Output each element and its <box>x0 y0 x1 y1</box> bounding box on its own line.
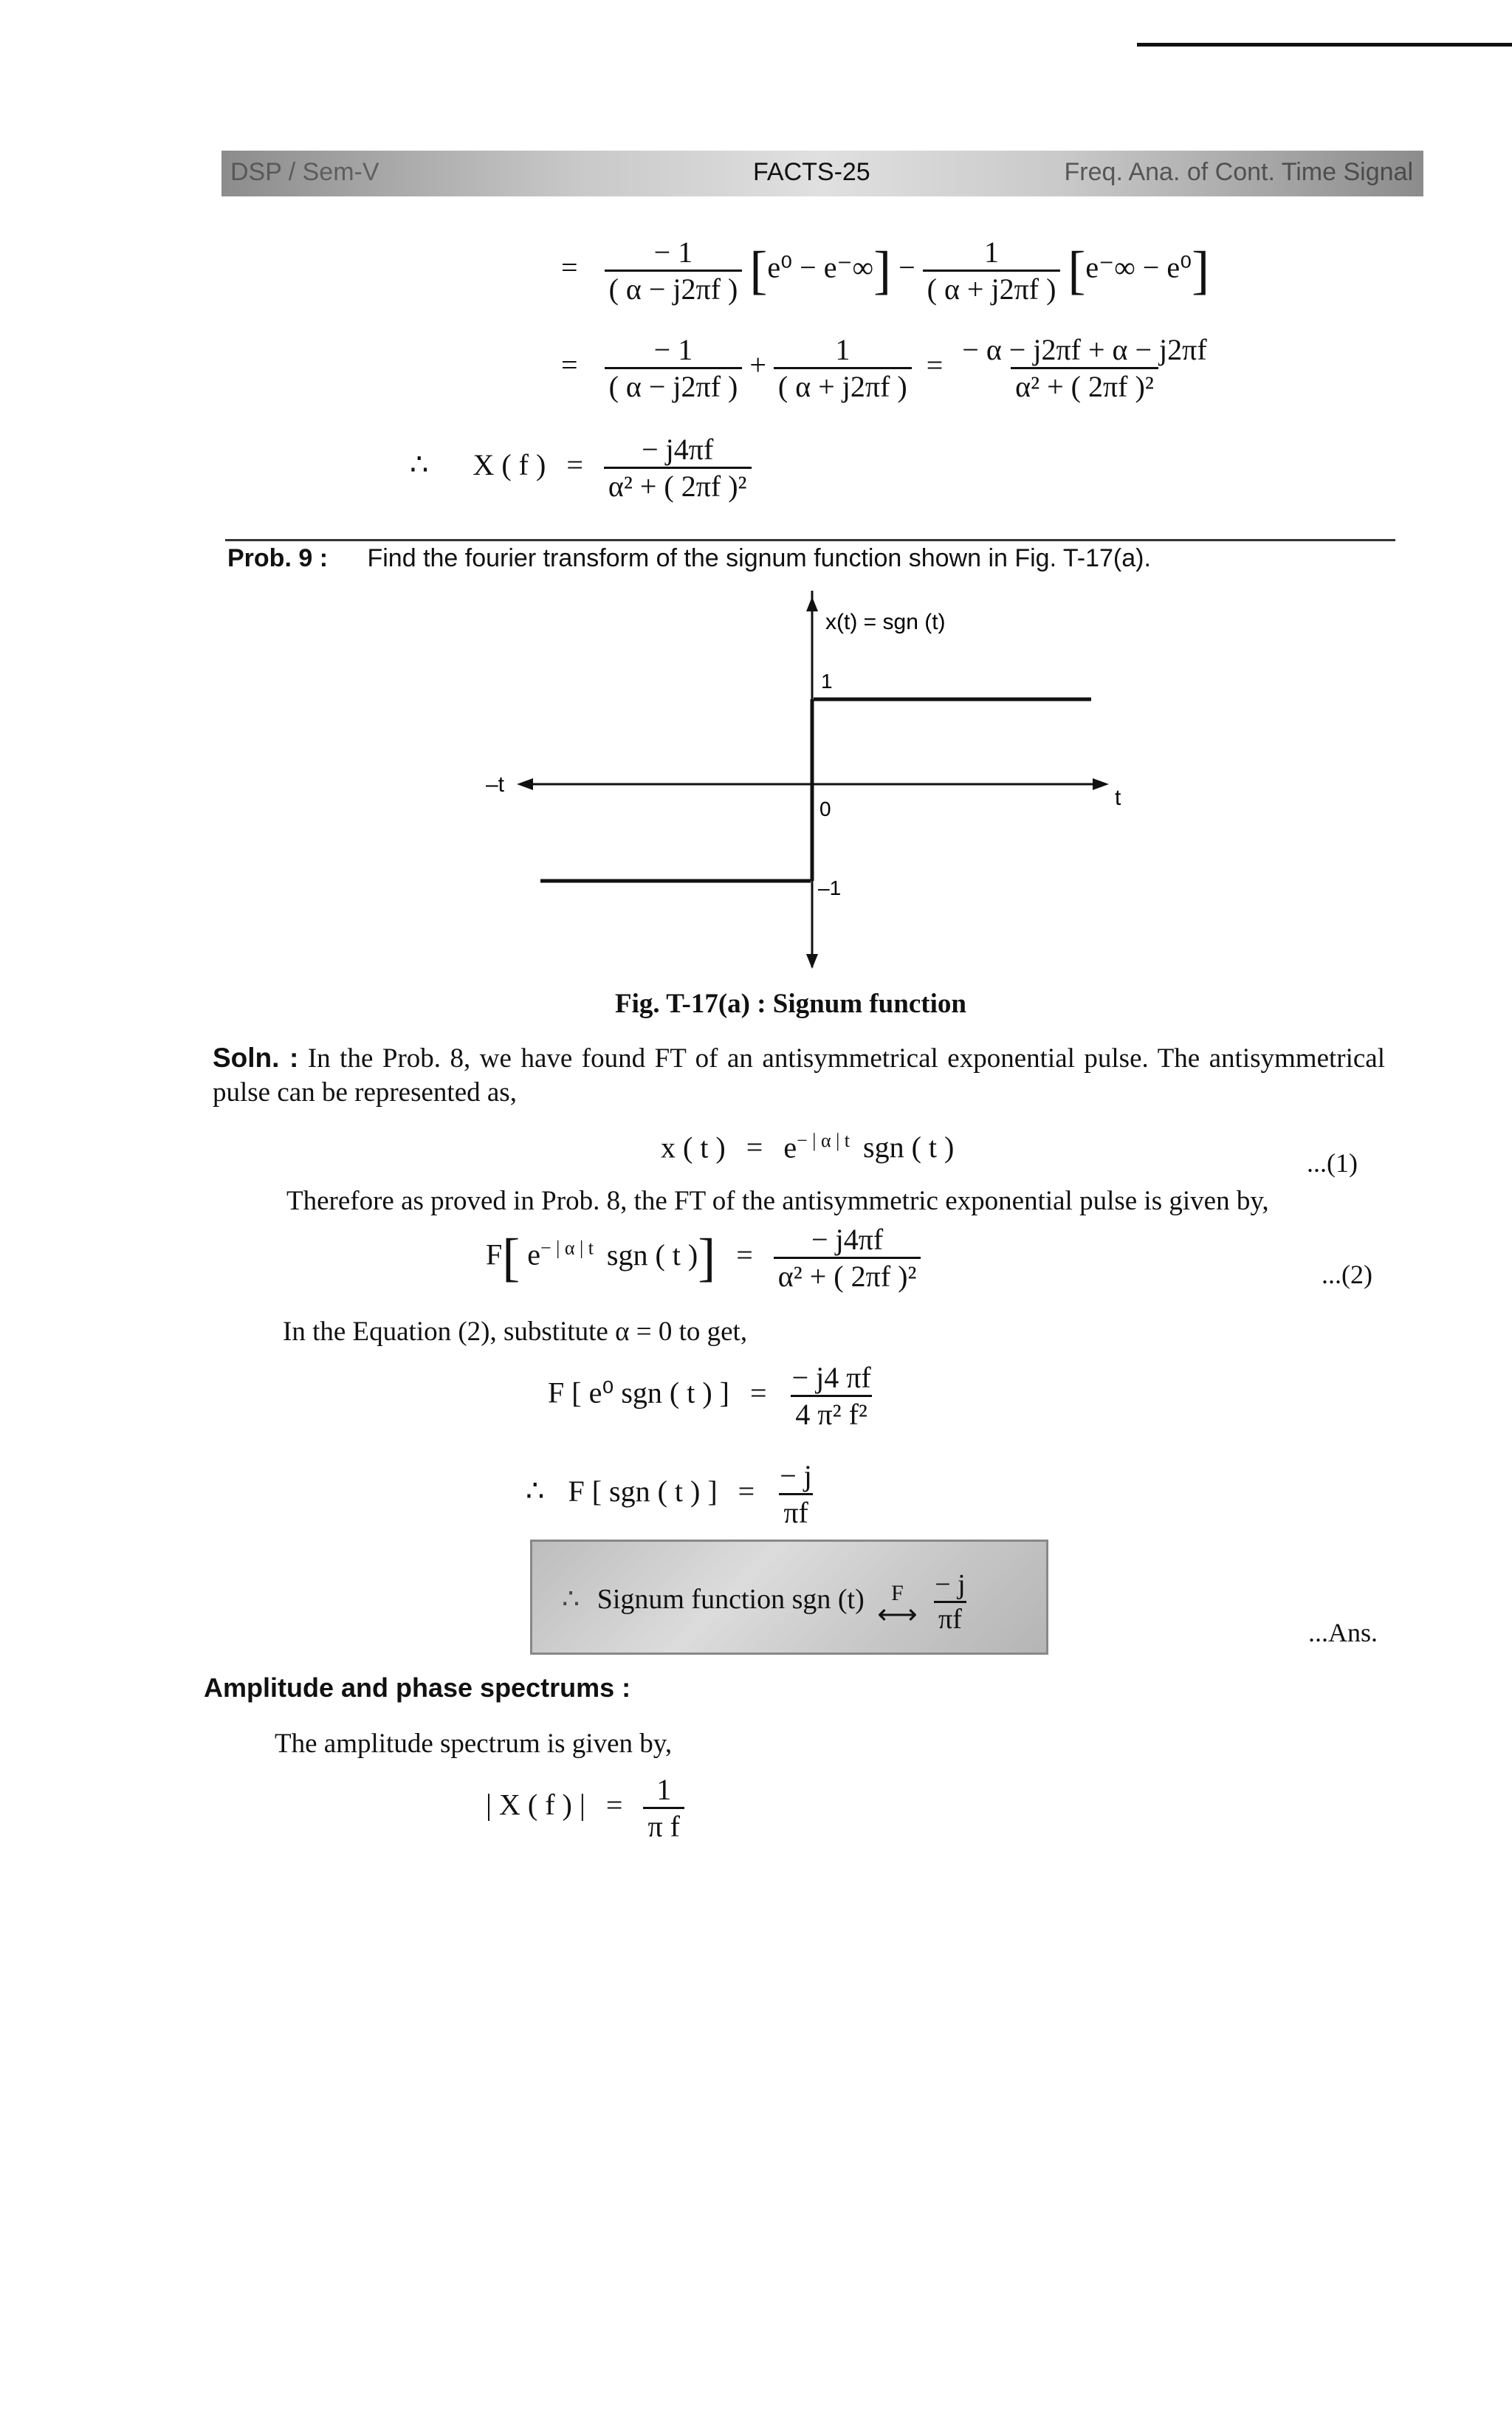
section-heading: Amplitude and phase spectrums : <box>204 1672 631 1703</box>
fraction: $\frac{1}{( \alpha + j2\pi f )}$ <box>923 235 1061 306</box>
equation-2: F[ $e^{- | \alpha | t}$ sgn ( t )] = $\frac{- j4\pi f}{\text{α² + ( 2πf )²}}$ <box>486 1222 921 1294</box>
derivation-line-2: = $\frac{- 1}{( \alpha - j2\pi f )}$ + $\frac{1}{( \alpha + j2\pi f )}$ = $\frac{- \alpha - j2\pi f + \alpha - j2\pi f}{\text{α² + ( 2πf )²}}$ <box>561 332 1212 404</box>
x-axis-arrow-right <box>1093 778 1109 790</box>
y-axis-label: x(t) = sgn (t) <box>825 610 946 634</box>
solution-paragraph-2: Therefore as proved in Prob. 8, the FT of the antisymmetric exponential pulse is given by, <box>286 1186 1269 1216</box>
equation-1-number: ...(1) <box>1307 1148 1358 1178</box>
fraction: $\frac{1}{\text{π f}}$ <box>643 1772 684 1844</box>
top-edge-line <box>1137 43 1512 47</box>
fraction: $\frac{- \alpha - j2\pi f + \alpha - j2\pi f}{\text{α² + ( 2πf )²}}$ <box>962 333 1207 403</box>
solution-paragraph-1: Soln. : In the Prob. 8, we have found FT of an antisymmetrical exponential pulse. The antisymmetrical pulse can be represented as, <box>213 1043 1385 1108</box>
fraction: $\frac{- j4\pi f}{\text{α² + ( 2πf )²}}$ <box>774 1222 921 1294</box>
label-neg-t: –t <box>486 772 505 797</box>
figure-caption: Fig. T-17(a) : Signum function <box>615 989 966 1019</box>
section-text: The amplitude spectrum is given by, <box>275 1729 673 1759</box>
amplitude-equation: | X ( f ) | = $\frac{1}{\text{π f}}$ <box>486 1772 684 1844</box>
fraction: $\frac{1}{( \alpha + j2\pi f )}$ <box>774 332 912 404</box>
fourier-pair-arrow: F ⟷ <box>877 1580 918 1630</box>
fraction: $\frac{- 1}{( \alpha - j2\pi f )}$ <box>605 235 743 306</box>
signum-figure <box>472 591 1137 989</box>
y-axis-arrow-up <box>806 597 818 611</box>
equation-1: x ( t ) = $e^{- | \alpha | t}$ sgn ( t ) <box>661 1130 955 1164</box>
header-right: Freq. Ana. of Cont. Time Signal <box>1064 158 1413 186</box>
equation-2-number: ...(2) <box>1322 1260 1372 1289</box>
x-axis-arrow-left <box>517 778 533 790</box>
header-left: DSP / Sem-V <box>230 158 379 186</box>
derivation-line-3: ∴ X ( f ) = $\frac{- j4\pi f}{\text{α² + ( 2πf )²}}$ <box>410 432 752 504</box>
derivation-line-1: = $\frac{- 1}{( \alpha - j2\pi f )}$ [e⁰ − e⁻∞] − $\frac{1}{( \alpha + j2\pi f )}$ [e⁻∞ − e⁰] <box>561 236 1210 306</box>
fraction: $\frac{- j4\pi f}{\text{α² + ( 2πf )²}}$ <box>604 432 752 504</box>
fraction: $\frac{- j}{\pi f}$ <box>780 1459 812 1529</box>
answer-box <box>530 1540 1048 1655</box>
equation-4: ∴ F [ sgn ( t ) ] = $\frac{- j}{\pi f}$ <box>526 1458 817 1530</box>
label-one: 1 <box>821 670 833 693</box>
problem-statement: Prob. 9 : Find the fourier transform of the signum function shown in Fig. T-17(a). <box>227 544 1151 572</box>
page-header-band <box>221 151 1423 196</box>
divider <box>225 539 1395 541</box>
y-axis-arrow-down <box>806 954 818 969</box>
solution-paragraph-3: In the Equation (2), substitute α = 0 to get, <box>283 1317 748 1347</box>
label-zero: 0 <box>819 797 831 820</box>
fraction: $\frac{- j}{\pi f}$ <box>935 1569 966 1635</box>
label-t: t <box>1115 786 1121 810</box>
answer-tag: ...Ans. <box>1308 1618 1378 1647</box>
label-minus-one: –1 <box>818 876 842 899</box>
equation-3: F [ e⁰ sgn ( t ) ] = $\frac{- j4 \pi f}{\text{4 π² f²}}$ <box>548 1360 876 1432</box>
fraction: $\frac{- 1}{( \alpha - j2\pi f )}$ <box>605 332 743 404</box>
header-center: FACTS-25 <box>753 158 870 186</box>
fraction: $\frac{- j4 \pi f}{\text{4 π² f²}}$ <box>791 1361 871 1431</box>
answer-content: ∴ Signum function sgn (t) F ⟷ $\frac{- j}{\pi f}$ <box>562 1568 970 1636</box>
